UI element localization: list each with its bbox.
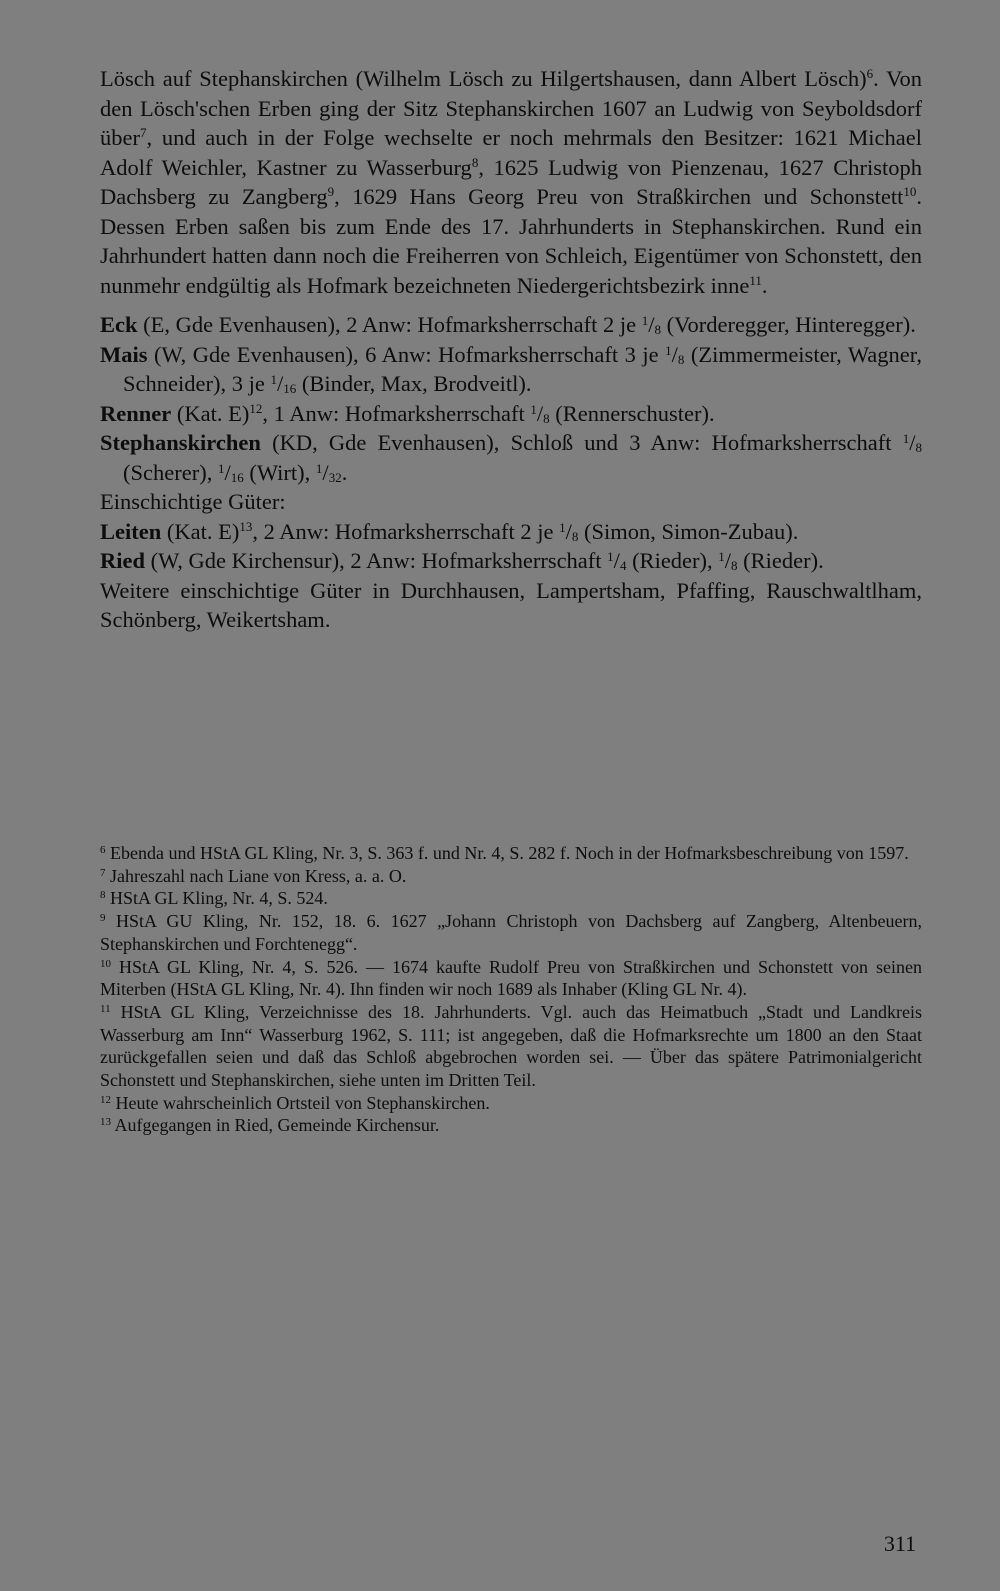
fraction: $^1$/4 [607,548,627,573]
footnote-ref[interactable]: 11 [749,272,762,288]
fraction: $^1$/16 [270,371,297,396]
intro-text: . Von den Lösch'schen Erben ging der Sitz Stephanskirchen 1607 an Ludwig von Seyboldsdorf über [100,66,922,150]
fraction-num: 1 [641,313,649,328]
intro-text: , und auch in der Folge wechselte er noch mehrmals den Besitzer: 1621 Michael Adolf Weichler, Kastner zu Wasserburg [100,125,922,180]
entry-text: (Rieder), [626,548,719,573]
footnotes [100,842,922,1137]
footnote [100,865,922,888]
fraction-den: 8 [571,528,579,544]
fraction: $^1$/8 [718,548,738,573]
fraction-den: 16 [283,381,297,396]
footnote-ref[interactable]: 12 [249,400,263,416]
fraction-num: 1 [607,549,614,564]
section-label: Einschichtige Güter: [100,489,286,514]
fraction: $^1$/8 [641,312,661,337]
entry-name: Mais [100,341,148,367]
fraction: $^1$/32 [315,459,342,485]
footnote-ref[interactable]: 7 [139,125,147,140]
entry-text: . [341,459,348,485]
entry-text: (Rennerschuster). [549,400,715,426]
footnote-number: 10 [100,957,111,970]
fraction-num: 1 [530,401,537,417]
fraction: $^1$/16 [217,459,244,485]
entry-eck [100,310,922,340]
entry-name: Eck [100,312,138,337]
fraction-den: 8 [731,558,738,573]
footnote-text: Ebenda und HStA GL Kling, Nr. 3, S. 363 f. und Nr. 4, S. 282 f. Noch in der Hofmarksbeschreibung von 1597. [110,843,909,863]
entry-mais [100,340,922,399]
entry-text: (Wirt), [243,459,316,485]
footnote-ref[interactable]: 8 [471,154,479,170]
footnote-ref[interactable]: 9 [327,184,335,199]
entry-text: (W, Gde Evenhausen), 6 Anw: Hofmarksherrschaft 3 je [147,341,666,367]
footnote-text: HStA GL Kling, Nr. 4, S. 524. [110,888,328,909]
footnote-ref[interactable]: 10 [903,184,917,199]
entry-text: (Zimmermeister, Wagner, Schneider), 3 je [123,341,922,396]
entry-text: (E, Gde Evenhausen), 2 Anw: Hofmarksherrschaft 2 je [137,312,642,337]
footnote-text: HStA GU Kling, Nr. 152, 18. 6. 1627 „Johann Christoph von Dachsberg auf Zangberg, Altenbeuern, Stephanskirchen und Forchtenegg“. [100,911,922,954]
intro-text: . [761,272,768,298]
footnote-ref[interactable]: 13 [239,518,253,534]
footnote-text: HStA GL Kling, Verzeichnisse des 18. Jahrhunderts. Vgl. auch das Heimatbuch „Stadt und Landkreis Wasserburg am Inn“ Wasserburg 1962, S. 111; ist angegeben, daß die Hofmarksrechte um 1800 an den Staat zurückgefallen seien und daß das Schloß abgebrochen worden sei. — Über das spätere Patrimonialgericht Schonstett und Stephanskirchen, siehe unten im Dritten Teil. [100,1001,923,1091]
entry-text: (Kat. E) [171,400,250,426]
entry-stephanskirchen [100,428,922,487]
entry-renner [100,399,922,429]
intro-text: , 1625 Ludwig von Pienzenau, 1627 Christoph Dachsberg zu Zangberg [100,154,922,209]
fraction-num: 1 [902,431,910,446]
footnote [100,1001,922,1092]
footnote-number: 11 [100,1002,111,1015]
fraction-num: 1 [315,460,323,476]
intro-text: , 1629 Hans Georg Preu von Straßkirchen und Schonstett [334,184,904,209]
entry-text: (Kat. E) [161,518,240,544]
page-number: 311 [883,1531,916,1556]
entry-text: , 1 Anw: Hofmarksherrschaft [262,400,531,426]
fraction-den: 8 [543,410,550,426]
footnote-number: 6 [100,844,106,856]
footnote-number: 8 [100,889,106,902]
footnote [100,956,922,1001]
entry-text: (W, Gde Kirchensur), 2 Anw: Hofmarksherrschaft [145,548,608,573]
entry-text: (Vorderegger, Hinteregger). [661,312,916,337]
footnote-text: Heute wahrscheinlich Ortsteil von Stephanskirchen. [115,1092,490,1113]
fraction-den: 8 [677,351,685,367]
entry-text: (Simon, Simon-Zubau). [578,518,799,544]
footnote [100,1092,922,1115]
entry-ried [100,546,922,576]
weitere-paragraph: Weitere einschichtige Güter in Durchhausen, Lampertsham, Pfaffing, Rauschwaltlham, Schönberg, Weikertsham. [100,577,922,632]
fraction: $^1$/8 [665,341,685,367]
fraction: $^1$/8 [559,518,579,544]
intro-text: . Dessen Erben saßen bis zum Ende des 17. Jahrhunderts in Stephanskirchen. Rund ein Jahrhundert hatten dann noch die Freiherren von Schleich, Eigentümer von Schonstett, den nunmehr endgültig als Hofmark bezeichneten Niedergerichtsbezirk inne [100,184,923,298]
footnote-number: 9 [100,912,106,925]
fraction-num: 1 [665,342,672,358]
fraction-den: 4 [619,558,627,573]
entry-name: Renner [100,400,172,426]
entry-text: (Scherer), [123,459,218,485]
entry-leiten [100,517,922,547]
entry-name: Ried [100,548,145,573]
entry-text: (KD, Gde Evenhausen), Schloß und 3 Anw: Hofmarksherrschaft [260,430,903,455]
entry-name: Stephanskirchen [100,430,261,455]
footnote [100,910,922,955]
intro-text: Lösch auf Stephanskirchen (Wilhelm Lösch zu Hilgertshausen, dann Albert Lösch) [100,66,867,91]
footnote-ref[interactable]: 6 [866,66,874,81]
fraction-den: 16 [230,469,244,485]
footnote-text: Jahreszahl nach Liane von Kress, a. a. O. [110,865,407,886]
footnote [100,1114,922,1137]
main-text [100,64,922,645]
fraction-num: 1 [559,519,566,535]
entry-text: (Rieder). [737,548,824,573]
intro-paragraph [100,64,922,300]
footnote [100,842,922,865]
footnote-text: Aufgegangen in Ried, Gemeinde Kirchensur. [114,1115,440,1136]
entry-name: Leiten [100,518,162,544]
fraction-num: 1 [270,372,277,387]
footnote-number: 13 [100,1116,111,1129]
fraction-den: 8 [654,322,661,337]
fraction: $^1$/8 [902,430,922,455]
entry-text: (Binder, Max, Brodveitl). [296,371,532,396]
footnote [100,887,922,910]
footnote-number: 12 [100,1093,111,1106]
fraction-num: 1 [217,460,225,476]
fraction-den: 8 [915,440,922,455]
footnote-text: HStA GL Kling, Nr. 4, S. 526. — 1674 kaufte Rudolf Preu von Straßkirchen und Schonstett von seinen Miterben (HStA GL Kling, Nr. 4). Ihn finden wir noch 1689 als Inhaber (Kling GL Nr. 4). [100,956,922,1000]
entry-text: , 2 Anw: Hofmarksherrschaft 2 je [252,518,560,544]
footnote-number: 7 [100,866,106,879]
fraction-den: 32 [328,469,342,485]
fraction-num: 1 [718,549,725,564]
fraction: $^1$/8 [530,400,550,426]
